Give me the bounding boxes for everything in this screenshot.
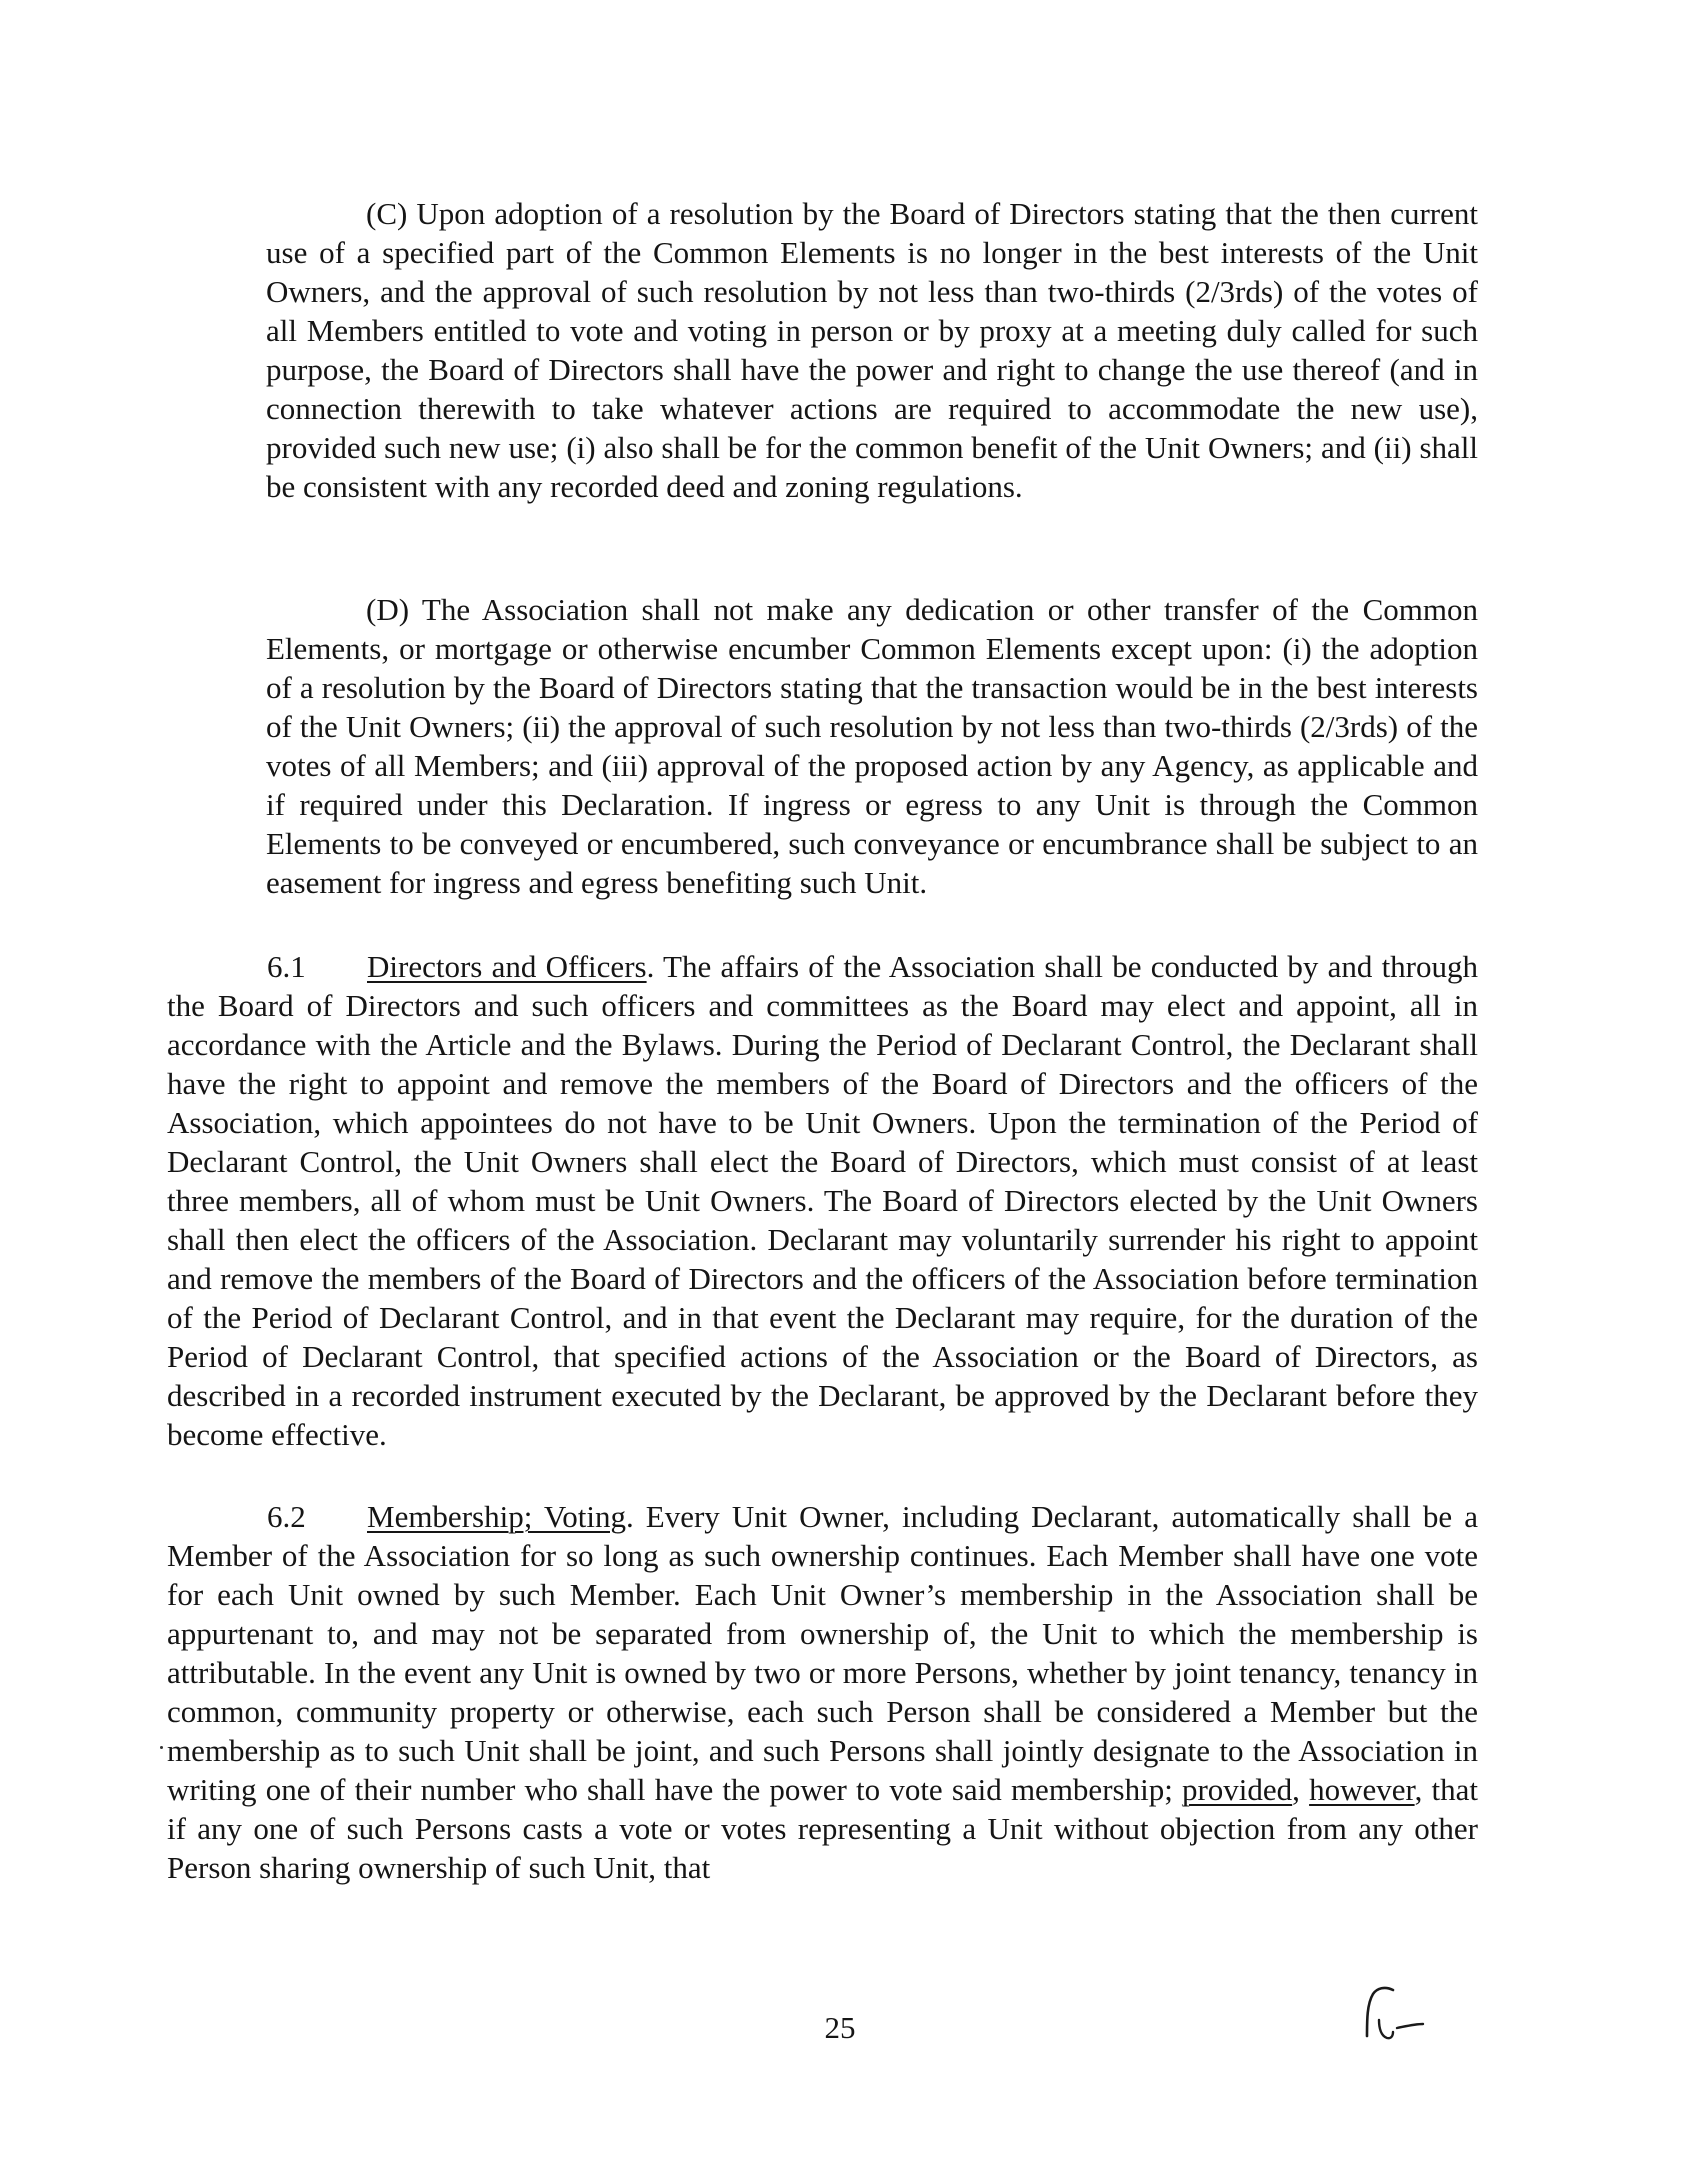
section-6-1-text: The affairs of the Association shall be conducted by and through the Board of Directors and such officers and committees as the Board may elect and appoint, all in accordance with the Article and the Bylaws. During the Period of Declarant Control, the Declarant shall have the right to appoint and remove the members of the Board of Directors and the officers of the Association, which appointees do not have to be Unit Owners. Upon the termination of the Period of Declarant Control, the Unit Owners shall elect the Board of Directors, which must consist of at least three members, all of whom must be Unit Owners. The Board of Directors elected by the Unit Owners shall then elect the officers of the Association. Declarant may voluntarily surrender his right to appoint and remove the members of the Board of Directors and the officers of the Association before termination of the Period of Declarant Control, and in that event the Declarant may require, for the duration of the Period of Declarant Control, that specified actions of the Association or the Board of Directors, as described in a recorded instrument executed by the Declarant, be approved by the Declarant before they become effective. bbox=[167, 949, 1479, 1452]
section-6-1-heading: Directors and Officers bbox=[367, 949, 647, 984]
paragraph-c-text: Upon adoption of a resolution by the Board of Directors stating that the then current use of a specified part of the Common Elements is no longer in the best interests of the Unit Owners, and the approval of such resolution by not less than two-thirds (2/3rds) of the votes of all Members entitled to vote and voting in person or by proxy at a meeting duly called for such purpose, the Board of Directors shall have the power and right to change the use thereof (and in connection therewith to take whatever actions are required to accommodate the new use), provided such new use; (i) also shall be for the common benefit of the Unit Owners; and (ii) shall be consistent with any recorded deed and zoning regulations. bbox=[266, 196, 1478, 504]
section-6-2-number: 6.2 bbox=[267, 1499, 306, 1534]
provided-term: provided bbox=[1181, 1772, 1293, 1807]
paragraph-d bbox=[266, 590, 1478, 902]
section-6-2-text: Every Unit Owner, including Declarant, automatically shall be a Member of the Association for so long as such ownership continues. Each Member shall have one vote for each Unit owned by such Member. Each Unit Owner’s membership in the Association shall be appurtenant to, and may not be separated from ownership of, the Unit to which the membership is attributable. In the event any Unit is owned by two or more Persons, whether by joint tenancy, tenancy in common, community property or otherwise, each such Person shall be considered a Member but the membership as to such Unit shall be joint, and such Persons shall jointly designate to the Association in writing one of their number who shall have the power to vote said membership; bbox=[167, 1499, 1478, 1807]
provided-comma: , bbox=[1292, 1772, 1310, 1807]
section-6-2-heading: Membership; Voting bbox=[367, 1499, 626, 1534]
section-6-1 bbox=[167, 947, 1478, 1454]
section-6-1-number: 6.1 bbox=[267, 949, 306, 984]
paragraph-c bbox=[266, 194, 1478, 506]
initials-mark-icon bbox=[1355, 1980, 1465, 2050]
section-6-1-heading-period: . bbox=[646, 949, 655, 984]
paragraph-d-label: (D) bbox=[366, 592, 410, 627]
however-term: however bbox=[1309, 1772, 1415, 1807]
handwritten-initials bbox=[1355, 1980, 1465, 2050]
paragraph-d-text: The Association shall not make any dedication or other transfer of the Common Elements, or mortgage or otherwise encumber Common Elements except upon: (i) the adoption of a resolution by the Board of Directors stating that the transaction would be in the best interests of the Unit Owners; (ii) the approval of such resolution by not less than two-thirds (2/3rds) of the votes of all Members; and (iii) approval of the proposed action by any Agency, as applicable and if required under this Declaration. If ingress or egress to any Unit is through the Common Elements to be conveyed or encumbered, such conveyance or encumbrance shall be subject to an easement for ingress and egress benefiting such Unit. bbox=[266, 592, 1478, 900]
page-number: 25 bbox=[824, 2010, 856, 2045]
paragraph-c-label: (C) bbox=[366, 196, 408, 231]
section-6-2-text-end: , that if any one of such Persons casts a vote or votes representing a Unit without objection from any other Person sharing ownership of such Unit, that bbox=[167, 1772, 1478, 1885]
scan-speck bbox=[160, 1746, 163, 1749]
section-6-2-heading-period: . bbox=[625, 1499, 634, 1534]
section-6-2 bbox=[167, 1497, 1478, 1887]
